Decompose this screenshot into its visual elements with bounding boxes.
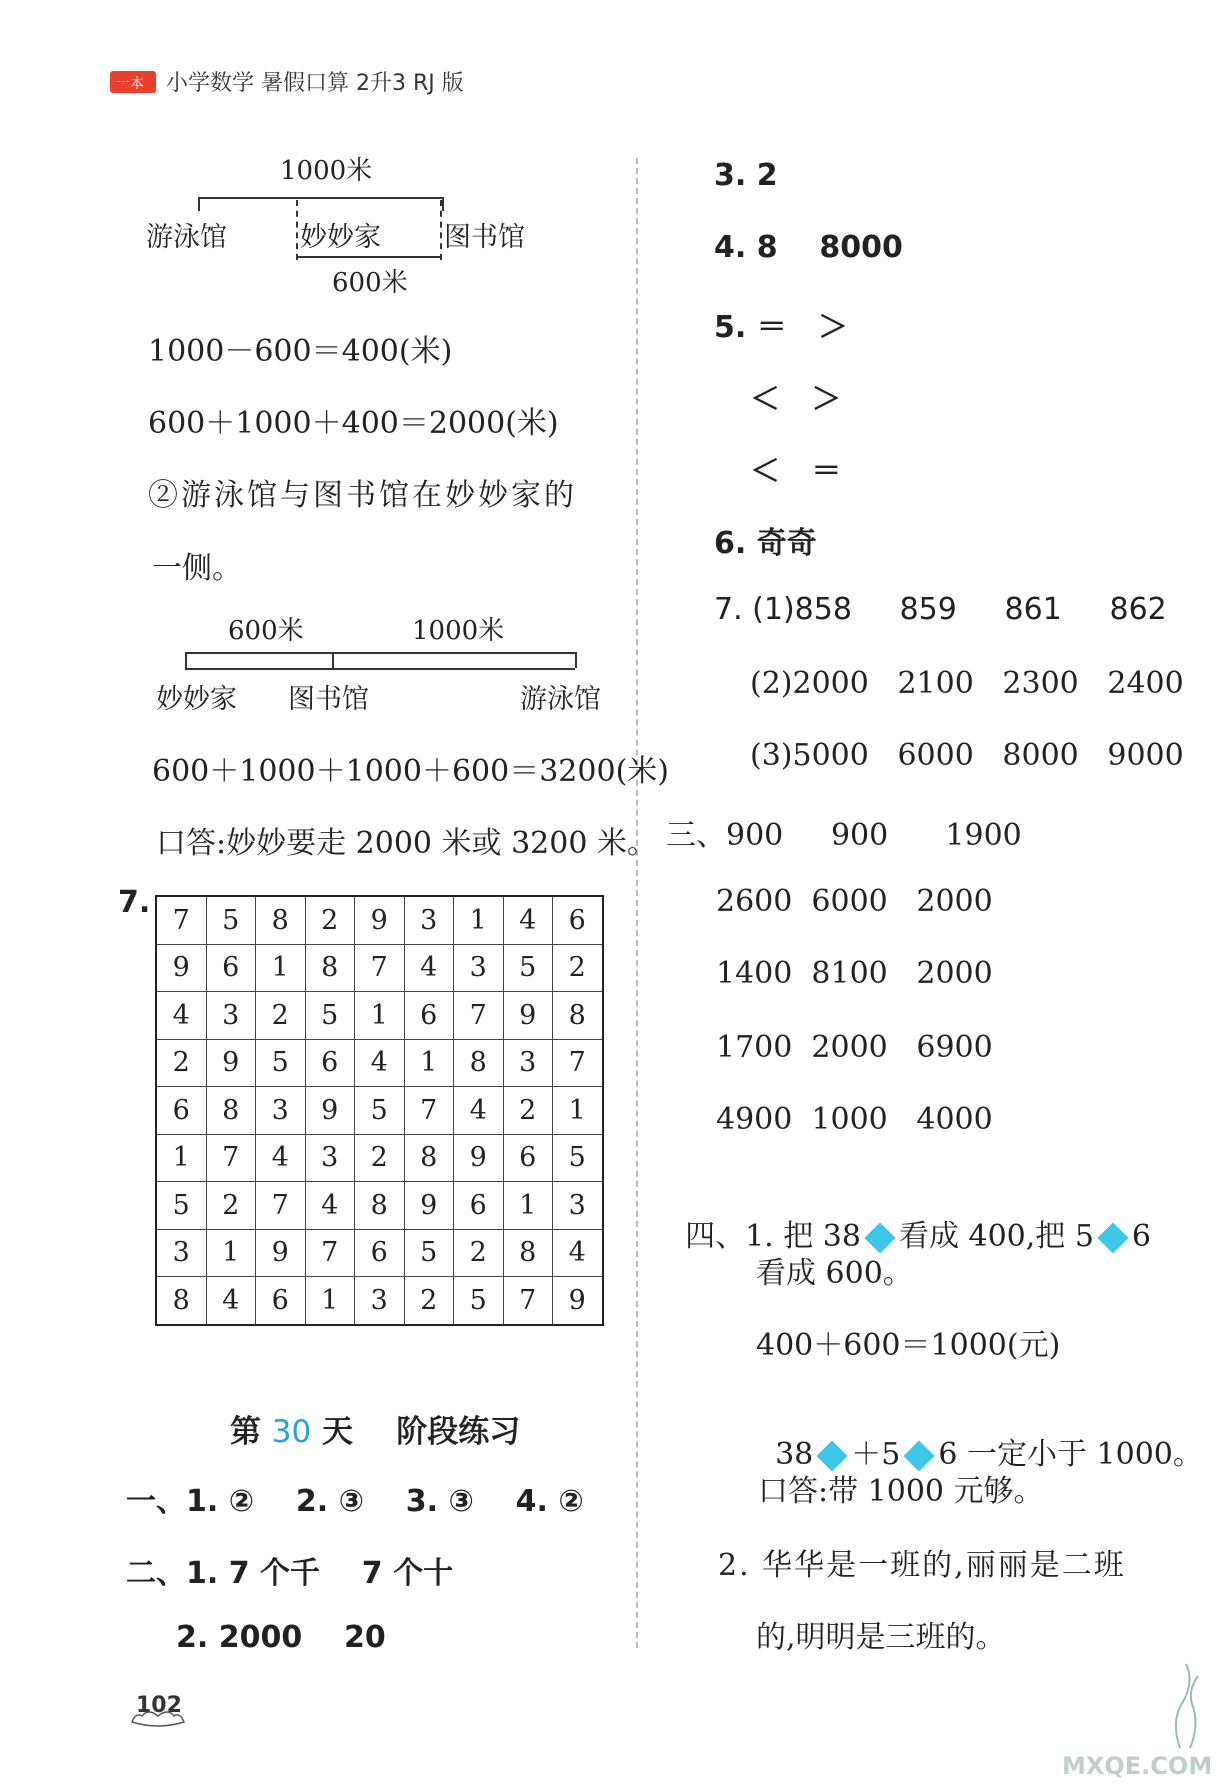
- header-title: 小学数学 暑假口算 2升3 RJ 版: [166, 71, 464, 96]
- grid-cell: 6: [256, 1277, 306, 1325]
- grid-cell: 6: [156, 1087, 206, 1135]
- grid-cell: 8: [454, 1039, 504, 1087]
- grid-cell: 8: [206, 1087, 256, 1135]
- grid-cell: 3: [553, 1182, 603, 1230]
- diagram1-tick-left: [198, 197, 200, 211]
- answer-7-part3: (3)5000 6000 8000 9000: [750, 738, 1184, 773]
- section-3-row2: 2600 6000 2000: [716, 884, 993, 919]
- diagram2-tick-mid: [332, 652, 334, 668]
- grid-cell: 3: [503, 1039, 553, 1087]
- grid-cell: 3: [206, 992, 256, 1040]
- case2-line2: 一侧。: [152, 551, 242, 586]
- diagram2-label-swimming-pool: 游泳馆: [520, 684, 601, 715]
- grid-cell: 1: [553, 1087, 603, 1135]
- grid-cell: 8: [404, 1134, 454, 1182]
- grid-cell: 9: [404, 1182, 454, 1230]
- grid-row: [156, 1229, 603, 1277]
- section-3-row3: 1400 8100 2000: [716, 956, 993, 991]
- grid-cell: 3: [156, 1229, 206, 1277]
- grid-cell: 7: [553, 1039, 603, 1087]
- grid-cell: 1: [256, 944, 306, 992]
- grid-cell: 3: [305, 1134, 355, 1182]
- grid-cell: 9: [355, 896, 405, 944]
- grid-cell: 8: [305, 944, 355, 992]
- section-2-line2: 2. 2000 20: [176, 1620, 386, 1655]
- logo-text: 一本: [116, 76, 144, 92]
- grid-cell: 2: [305, 896, 355, 944]
- column-divider: [636, 158, 638, 1648]
- grid-cell: 1: [156, 1134, 206, 1182]
- grid-cell: 9: [553, 1277, 603, 1325]
- grid-cell: 6: [305, 1039, 355, 1087]
- s4q1l4-mid: ＋5: [851, 1437, 901, 1472]
- grid-cell: 4: [206, 1277, 256, 1325]
- q7-label: 7.: [118, 885, 151, 920]
- grid-cell: 1: [206, 1229, 256, 1277]
- grid-cell: 9: [156, 944, 206, 992]
- diagram2-bracket: [185, 652, 575, 654]
- grid-cell: 3: [454, 944, 504, 992]
- grid-cell: 2: [404, 1277, 454, 1325]
- grid-row: [156, 896, 603, 944]
- grid-cell: 5: [454, 1277, 504, 1325]
- number-grid: [155, 895, 604, 1326]
- grid-cell: 7: [404, 1087, 454, 1135]
- grid-cell: 9: [206, 1039, 256, 1087]
- diagram2-label-1000: 1000米: [412, 616, 505, 646]
- answer-7-part1: 7. (1)858 859 861 862: [714, 592, 1167, 627]
- answer-4: 4. 8 8000: [714, 230, 903, 265]
- grid-cell: 9: [256, 1229, 306, 1277]
- section-3-row4: 1700 2000 6900: [716, 1030, 993, 1065]
- page-number: 102: [136, 1693, 182, 1718]
- s4q1l4-post: 6 一定小于 1000。: [938, 1437, 1203, 1472]
- answer-7-part2: (2)2000 2100 2300 2400: [750, 666, 1184, 701]
- section-2-line1: 二、1. 7 个千 7 个十: [126, 1556, 454, 1591]
- grid-cell: 9: [503, 992, 553, 1040]
- section-4-q1-line5: 口答:带 1000 元够。: [758, 1474, 1044, 1509]
- page-number-shell-icon: [128, 1686, 188, 1730]
- grid-cell: 7: [305, 1229, 355, 1277]
- grid-cell: 7: [355, 944, 405, 992]
- section-4-q1-line2: 看成 600。: [756, 1256, 913, 1291]
- grid-cell: 5: [305, 992, 355, 1040]
- section-4-q1-line4: [756, 1394, 1203, 1473]
- grid-cell: 2: [156, 1039, 206, 1087]
- grid-cell: 5: [404, 1229, 454, 1277]
- diagram2-base-line: [185, 668, 575, 670]
- grid-cell: 4: [305, 1182, 355, 1230]
- grid-cell: 8: [553, 992, 603, 1040]
- grid-cell: 8: [503, 1229, 553, 1277]
- grid-cell: 7: [454, 992, 504, 1040]
- grid-cell: 6: [553, 896, 603, 944]
- grid-cell: 2: [256, 992, 306, 1040]
- grid-cell: 6: [206, 944, 256, 992]
- grid-row: [156, 992, 603, 1040]
- watermark: MXQE.COM: [1062, 1752, 1213, 1780]
- grid-row: [156, 1134, 603, 1182]
- section-4-q2-line1: 2. 华华是一班的,丽丽是二班: [718, 1548, 1126, 1583]
- seaweed-icon: [1160, 1660, 1210, 1750]
- diamond-icon: [1097, 1222, 1128, 1253]
- s4q1-mid: 看成 400,把 5: [898, 1219, 1094, 1254]
- grid-cell: 7: [206, 1134, 256, 1182]
- grid-cell: 3: [355, 1277, 405, 1325]
- grid-cell: 3: [256, 1087, 306, 1135]
- diagram2-label-miaomiao-home: 妙妙家: [156, 684, 237, 715]
- day-title-post: 天 阶段练习: [322, 1414, 521, 1450]
- s4q1-post: 6: [1131, 1219, 1152, 1254]
- diagram1-bottom-label: 600米: [332, 268, 408, 298]
- grid-row: [156, 1087, 603, 1135]
- diagram1-tick-right: [442, 197, 444, 211]
- grid-cell: 1: [503, 1182, 553, 1230]
- grid-cell: 6: [503, 1134, 553, 1182]
- s4q1l4-pre: 38: [775, 1437, 814, 1472]
- grid-cell: 2: [355, 1134, 405, 1182]
- grid-cell: 9: [454, 1134, 504, 1182]
- section-3-row5: 4900 1000 4000: [716, 1102, 993, 1137]
- grid-cell: 4: [355, 1039, 405, 1087]
- grid-row: [156, 1277, 603, 1325]
- day-title-number: 30: [271, 1414, 312, 1450]
- grid-cell: 7: [156, 896, 206, 944]
- diagram2-label-600: 600米: [228, 616, 304, 646]
- answer-5-row2: ＜ ＞: [750, 382, 842, 417]
- grid-row: [156, 1039, 603, 1087]
- diagram1-dash-mid: [296, 200, 298, 260]
- equation-1: 1000－600＝400(米): [148, 334, 453, 369]
- diagram1-dash-right: [440, 200, 442, 260]
- grid-cell: 5: [503, 944, 553, 992]
- section-1-answers: 一、1. ② 2. ③ 3. ③ 4. ②: [126, 1484, 584, 1519]
- grid-cell: 2: [553, 944, 603, 992]
- grid-cell: 1: [305, 1277, 355, 1325]
- grid-cell: 5: [156, 1182, 206, 1230]
- grid-cell: 1: [454, 896, 504, 944]
- section-4-q1-line1: [666, 1176, 1151, 1255]
- diagram2-tick-right: [575, 652, 577, 668]
- diagram1-label-swimming-pool: 游泳馆: [146, 222, 227, 253]
- diagram1-bottom-bracket: [296, 256, 442, 258]
- grid-cell: 8: [156, 1277, 206, 1325]
- grid-cell: 1: [355, 992, 405, 1040]
- section-4-q1-line3: 400＋600＝1000(元): [756, 1328, 1061, 1363]
- diagram1-label-library: 图书馆: [444, 222, 525, 253]
- grid-cell: 5: [206, 896, 256, 944]
- grid-cell: 6: [404, 992, 454, 1040]
- grid-cell: 9: [305, 1087, 355, 1135]
- day-title: [230, 1406, 520, 1451]
- section-4-q2-line2: 的,明明是三班的。: [756, 1620, 1006, 1655]
- grid-row: [156, 1182, 603, 1230]
- grid-cell: 4: [454, 1087, 504, 1135]
- diagram1-label-miaomiao-home: 妙妙家: [300, 222, 381, 253]
- publisher-logo: [110, 71, 156, 93]
- diagram2-tick-left: [185, 652, 187, 668]
- answer-5-row3: ＜ ＝: [750, 454, 842, 489]
- grid-cell: 1: [404, 1039, 454, 1087]
- answer-5-row1: 5. ＝ ＞: [714, 310, 849, 345]
- answer-6: 6. 奇奇: [714, 526, 817, 561]
- answer-text: 口答:妙妙要走 2000 米或 3200 米。: [156, 826, 657, 861]
- grid-row: [156, 944, 603, 992]
- answer-3: 3. 2: [714, 158, 778, 193]
- grid-cell: 8: [256, 896, 306, 944]
- grid-cell: 2: [503, 1087, 553, 1135]
- section-3-row1: 三、900 900 1900: [666, 818, 1022, 853]
- grid-cell: 2: [454, 1229, 504, 1277]
- diagram1-top-bracket: [198, 197, 442, 199]
- grid-cell: 6: [355, 1229, 405, 1277]
- grid-cell: 8: [355, 1182, 405, 1230]
- grid-cell: 4: [404, 944, 454, 992]
- equation-2: 600＋1000＋400＝2000(米): [148, 406, 559, 441]
- grid-cell: 5: [256, 1039, 306, 1087]
- grid-cell: 4: [553, 1229, 603, 1277]
- grid-cell: 5: [553, 1134, 603, 1182]
- grid-cell: 2: [206, 1182, 256, 1230]
- day-title-pre: 第: [230, 1414, 261, 1450]
- grid-cell: 7: [256, 1182, 306, 1230]
- diagram2-label-library: 图书馆: [288, 684, 369, 715]
- grid-cell: 3: [404, 896, 454, 944]
- grid-cell: 4: [503, 896, 553, 944]
- grid-cell: 7: [503, 1277, 553, 1325]
- grid-cell: 6: [454, 1182, 504, 1230]
- diagram1-top-label: 1000米: [280, 156, 373, 186]
- grid-cell: 4: [256, 1134, 306, 1182]
- s4q1-pre: 四、1. 把 38: [685, 1219, 861, 1254]
- equation-3: 600＋1000＋1000＋600＝3200(米): [152, 754, 669, 789]
- grid-cell: 4: [156, 992, 206, 1040]
- case2-line1: ②游泳馆与图书馆在妙妙家的: [148, 478, 577, 513]
- grid-cell: 5: [355, 1087, 405, 1135]
